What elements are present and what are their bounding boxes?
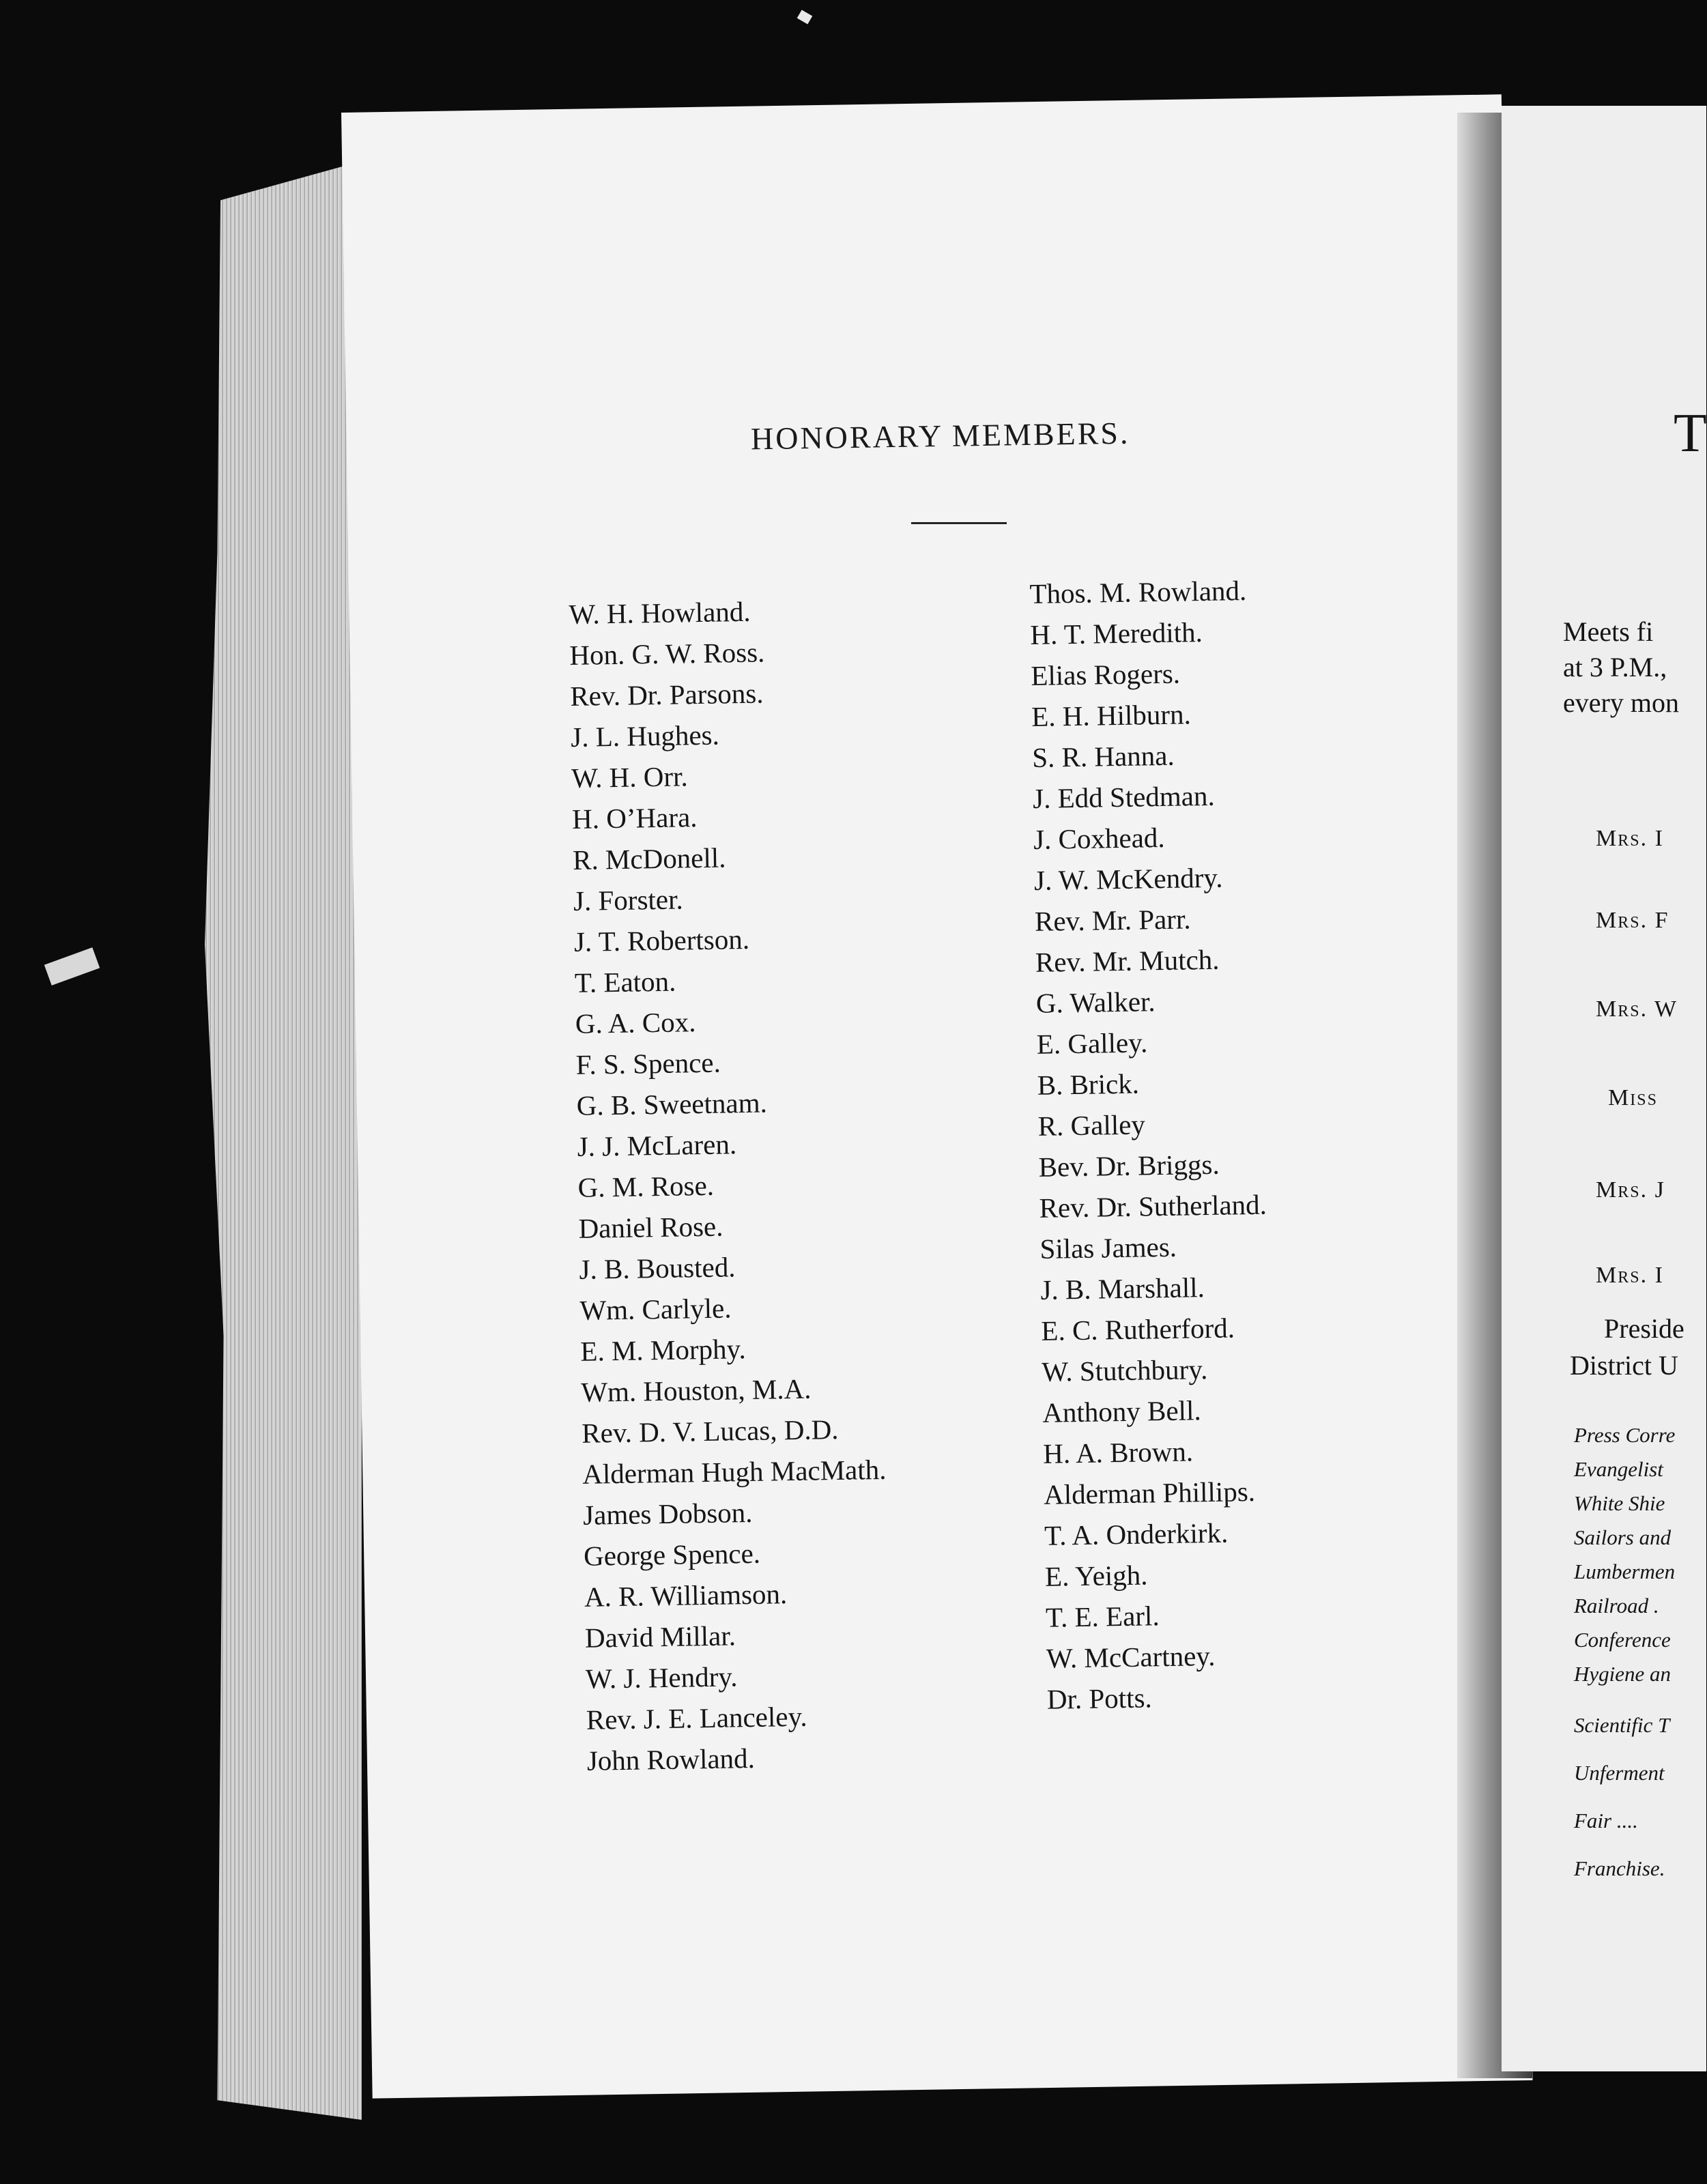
officer-line: Mrs. J (1596, 1177, 1665, 1203)
department-line: Hygiene an (1574, 1662, 1672, 1686)
member-name: R. McDonell. (572, 842, 726, 876)
dust-speck (797, 10, 813, 24)
member-name: H. A. Brown. (1042, 1435, 1194, 1469)
member-name: H. O’Hara. (571, 801, 698, 835)
member-name: T. Eaton. (574, 965, 676, 998)
member-name: J. W. McKendry. (1033, 861, 1223, 896)
member-name: Bev. Dr. Briggs. (1038, 1148, 1220, 1183)
officer-line: Miss (1608, 1085, 1658, 1110)
member-name: Alderman Phillips. (1043, 1475, 1256, 1510)
president-line: District U (1570, 1350, 1678, 1381)
right-page-title-fragment: T (1674, 403, 1707, 463)
member-name: E. Galley. (1036, 1026, 1148, 1060)
member-name: Rev. Mr. Parr. (1034, 903, 1191, 937)
member-name: John Rowland. (586, 1742, 756, 1777)
member-name: W. Stutchbury. (1042, 1353, 1208, 1388)
member-name: G. M. Rose. (577, 1169, 715, 1203)
officer-line: Mrs. F (1596, 908, 1669, 933)
department-line: Scientific T (1574, 1713, 1670, 1737)
member-name: Rev. Mr. Mutch. (1035, 943, 1220, 978)
member-name: W. H. Orr. (571, 760, 689, 794)
member-name: E. Yeigh. (1044, 1559, 1148, 1592)
member-name: J. Edd Stedman. (1032, 779, 1215, 814)
member-name: G. Walker. (1035, 986, 1156, 1019)
member-name: J. J. McLaren. (577, 1128, 737, 1162)
member-name: Anthony Bell. (1042, 1394, 1201, 1428)
department-line: Sailors and (1574, 1525, 1672, 1549)
member-name: Alderman Hugh MacMath. (582, 1453, 887, 1490)
member-name: E. C. Rutherford. (1041, 1312, 1235, 1347)
member-name: Rev. Dr. Sutherland. (1039, 1188, 1267, 1224)
department-line: Franchise. (1574, 1856, 1665, 1880)
member-name: H. T. Meredith. (1030, 616, 1203, 650)
member-name: Thos. M. Rowland. (1029, 575, 1247, 609)
member-name: W. McCartney. (1046, 1639, 1216, 1674)
department-line: Railroad . (1574, 1594, 1659, 1618)
member-name: Elias Rogers. (1030, 657, 1181, 691)
department-line: Press Corre (1574, 1423, 1676, 1447)
member-name: David Millar. (584, 1620, 736, 1654)
member-name: Rev. D. V. Lucas, D.D. (581, 1413, 839, 1449)
president-line: Preside (1604, 1313, 1684, 1344)
member-name: S. R. Hanna. (1031, 739, 1175, 773)
right-page-president-text (1570, 1310, 1684, 1384)
member-name: Hon. G. W. Ross. (569, 636, 765, 671)
officer-line: Mrs. I (1596, 1263, 1664, 1288)
member-name: George Spence. (583, 1537, 761, 1572)
department-line: White Shie (1574, 1491, 1665, 1515)
member-name: Silas James. (1039, 1231, 1177, 1265)
member-name: A. R. Williamson. (584, 1578, 788, 1613)
member-name: Rev. Dr. Parsons. (569, 677, 764, 712)
member-name: R. Galley (1037, 1108, 1146, 1142)
member-name: J. Forster. (573, 883, 684, 917)
department-line: Evangelist (1574, 1457, 1663, 1481)
department-line: Lumbermen (1574, 1560, 1676, 1583)
member-name: E. M. Morphy. (580, 1333, 746, 1367)
member-name: Dr. Potts. (1046, 1682, 1153, 1715)
title-divider (911, 522, 1007, 524)
page-title: HONORARY MEMBERS. (750, 415, 1130, 457)
paper-fragment (44, 947, 100, 986)
book-page-edges (205, 161, 362, 2120)
members-column-2 (1029, 570, 1275, 1720)
member-name: G. B. Sweetnam. (576, 1087, 768, 1121)
right-page-meets-text (1563, 614, 1679, 721)
member-name: J. B. Bousted. (579, 1251, 736, 1285)
member-name: J. L. Hughes. (570, 719, 720, 753)
member-name: Wm. Houston, M.A. (581, 1373, 812, 1408)
left-page (341, 94, 1532, 2098)
officer-line: Mrs. I (1596, 826, 1664, 851)
meets-line: at 3 P.M., (1563, 652, 1667, 682)
member-name: W. J. Hendry. (585, 1661, 738, 1695)
member-name: B. Brick. (1037, 1067, 1140, 1101)
member-name: J. B. Marshall. (1040, 1271, 1205, 1306)
meets-line: Meets fi (1563, 616, 1654, 647)
member-name: T. A. Onderkirk. (1044, 1517, 1229, 1551)
member-name: J. T. Robertson. (573, 923, 750, 958)
member-name: J. Coxhead. (1033, 821, 1165, 855)
member-name: James Dobson. (582, 1496, 753, 1531)
member-name: Rev. J. E. Lanceley. (586, 1700, 807, 1736)
member-name: W. H. Howland. (569, 595, 751, 630)
member-name: E. H. Hilburn. (1031, 698, 1192, 732)
member-name: Wm. Carlyle. (579, 1292, 732, 1326)
members-column-1 (569, 589, 891, 1781)
member-name: G. A. Cox. (575, 1006, 696, 1039)
officer-line: Mrs. W (1596, 996, 1678, 1022)
member-name: T. E. Earl. (1045, 1600, 1160, 1633)
member-name: Daniel Rose. (578, 1210, 723, 1244)
meets-line: every mon (1563, 687, 1679, 718)
member-name: F. S. Spence. (575, 1046, 721, 1080)
department-line: Conference (1574, 1628, 1671, 1652)
department-line: Fair .... (1574, 1809, 1638, 1833)
department-line: Unferment (1574, 1761, 1665, 1785)
